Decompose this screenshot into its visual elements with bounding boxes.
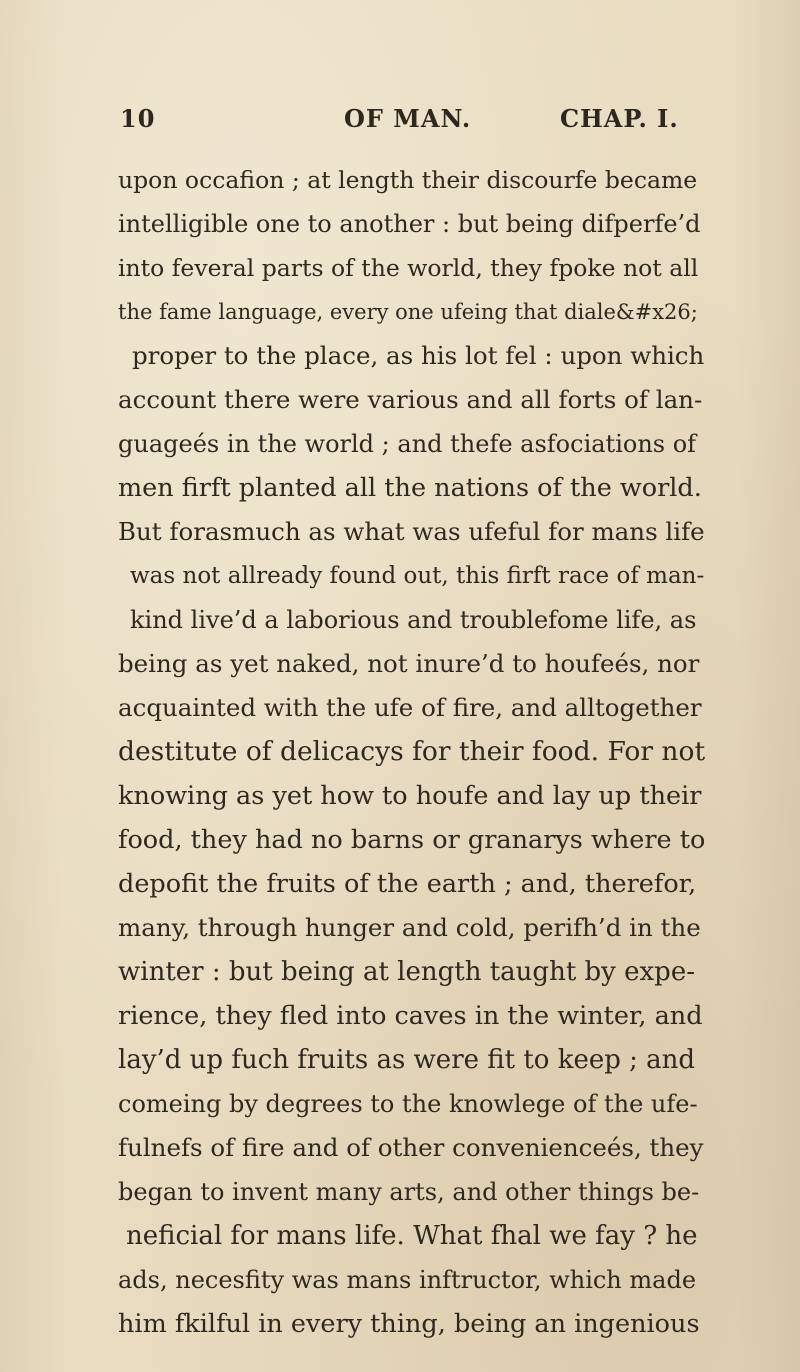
page-header [0, 104, 800, 144]
text-line: guageés in the world ; and thefe asfociations of [118, 430, 697, 458]
text-line: proper to the place, as his lot fel : upon which [132, 341, 705, 370]
text-line: knowing as yet how to houfe and lay up their [118, 781, 702, 811]
text-line: fulnefs of fire and of other convenienceés, they [118, 1133, 704, 1162]
text-line: kind live’d a laborious and troublefome life, as [130, 606, 697, 634]
text-line: intelligible one to another : but being difperfe’d [118, 210, 701, 238]
text-line: destitute of delicacys for their food. For not [118, 736, 706, 767]
text-line: him fkilful in every thing, being an ingenious [118, 1309, 700, 1339]
text-line: account there were various and all forts of lan- [118, 385, 703, 414]
text-line: comeing by degrees to the knowlege of the ufe- [118, 1090, 698, 1118]
text-line: upon occafion ; at length their discourfe became [118, 166, 698, 194]
text-line: began to invent many arts, and other things be- [118, 1178, 700, 1206]
text-line: food, they had no barns or granarys where to [118, 825, 706, 855]
running-title: OF MAN. [344, 104, 472, 133]
text-line: being as yet naked, not inure’d to houfeés, nor [118, 649, 700, 678]
text-line: ads, necesfity was mans inftructor, which made [118, 1266, 697, 1294]
text-line: neficial for mans life. What fhal we fay ? he [126, 1221, 698, 1251]
text-line: was not allready found out, this firft race of man- [130, 563, 705, 589]
text-line: many, through hunger and cold, perifh’d in the [118, 913, 701, 942]
text-line: winter : but being at length taught by expe- [118, 957, 695, 987]
text-line: men firft planted all the nations of the world. [118, 473, 702, 503]
chapter-label: CHAP. I. [560, 104, 679, 133]
page-number: 10 [120, 104, 156, 133]
text-line: rience, they fled into caves in the winter, and [118, 1001, 703, 1031]
text-line: depofit the fruits of the earth ; and, therefor, [118, 869, 697, 899]
text-line: the fame language, every one ufeing that diale&#x26; [118, 300, 698, 324]
text-line: acquainted with the ufe of fire, and alltogether [118, 693, 702, 722]
text-line: into feveral parts of the world, they fpoke not all [118, 254, 699, 282]
text-line: lay’d up fuch fruits as were fit to keep ; and [118, 1045, 696, 1075]
text-line: But forasmuch as what was ufeful for mans life [118, 517, 705, 546]
